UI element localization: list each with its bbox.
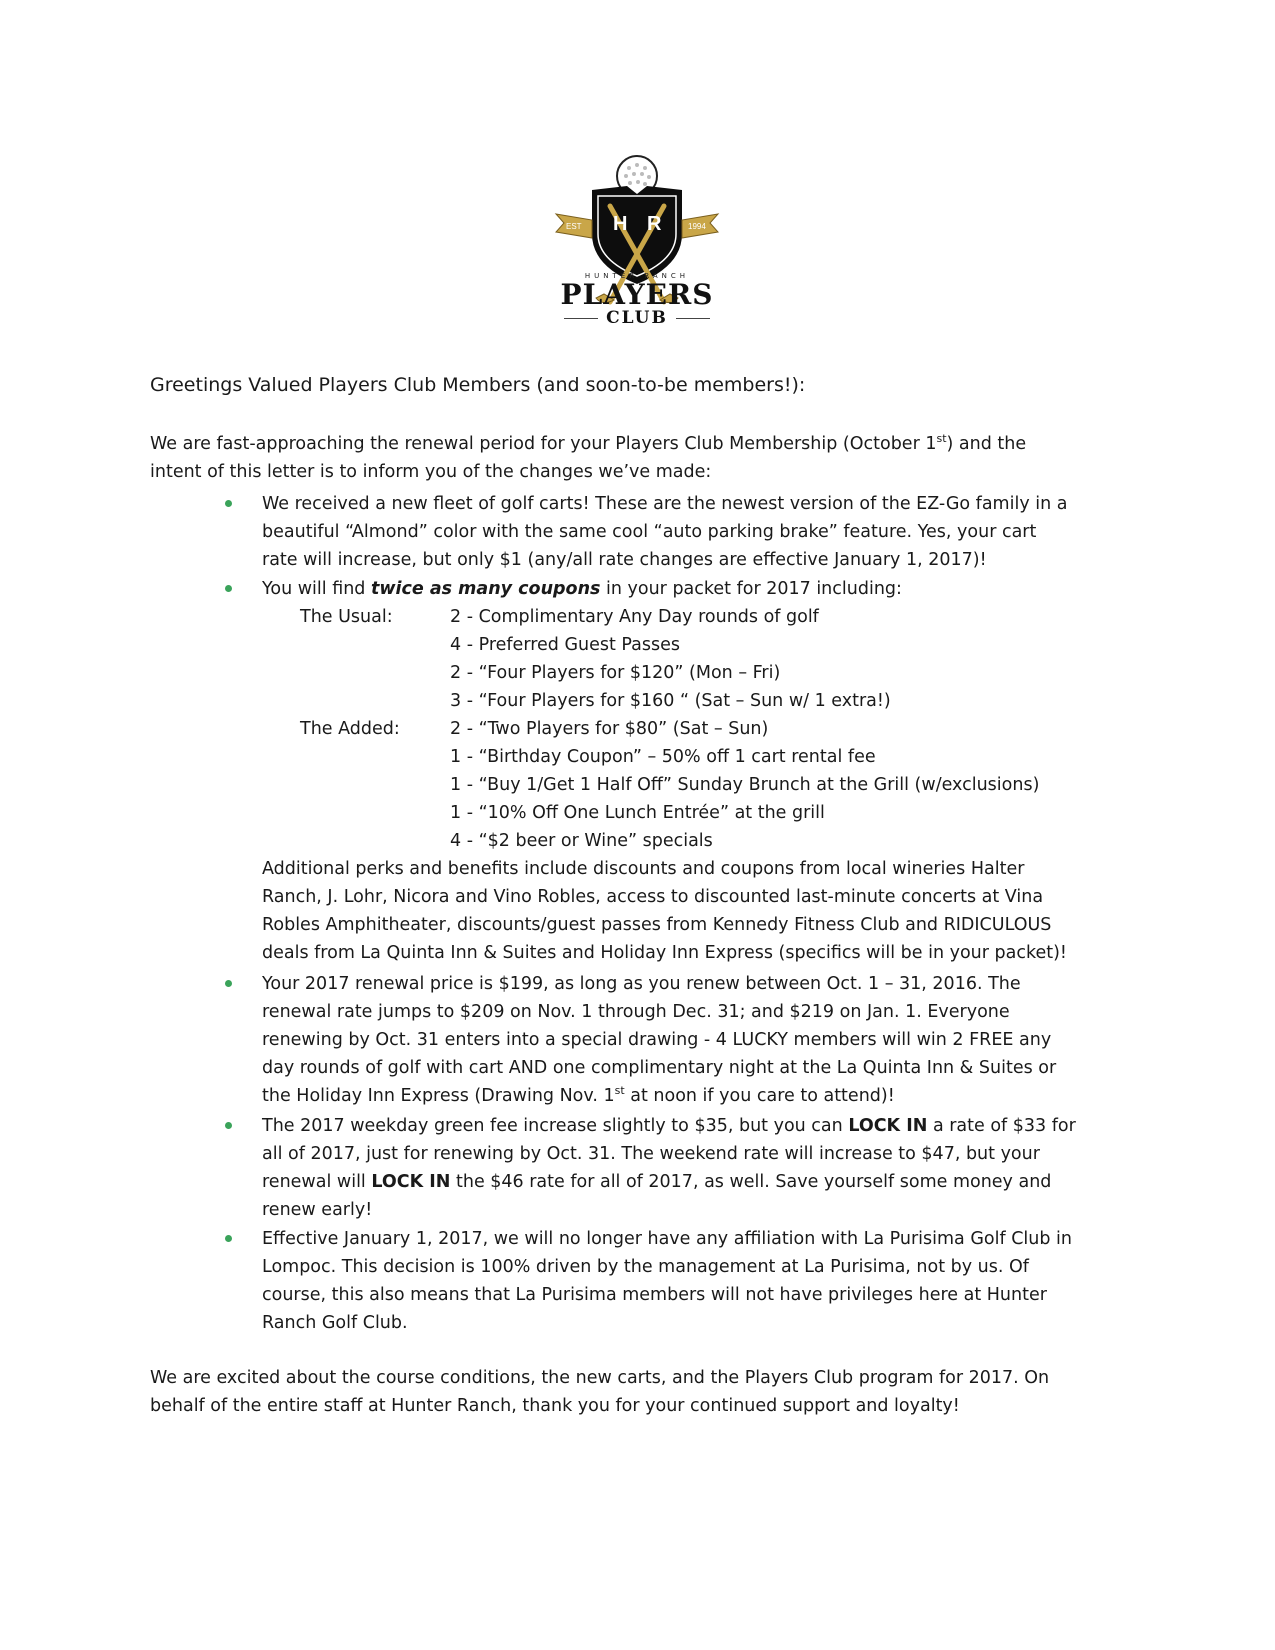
badge-letter-r: R — [647, 213, 662, 235]
coupon-item: 3 - “Four Players for $160 “ (Sat – Sun w/ 1 extra!) — [450, 691, 891, 711]
bullet-new-carts — [262, 490, 1068, 574]
coupon-item: 1 - “Birthday Coupon” – 50% off 1 cart rental fee — [450, 747, 876, 767]
bullet-la-purisima — [262, 1225, 1072, 1337]
bullet-dot-5 — [225, 1235, 232, 1242]
coupon-item: 2 - “Two Players for $80” (Sat – Sun) — [450, 719, 769, 739]
coupon-item: 2 - Complimentary Any Day rounds of golf — [450, 607, 819, 627]
intro-line-1: We are fast-approaching the renewal period for your Players Club Membership (October 1st) and the — [150, 432, 1027, 454]
brand-hunter-ranch: HUNTER RANCH — [584, 272, 690, 280]
coupon-label-usual: The Usual: — [300, 607, 393, 627]
rule-right — [676, 318, 710, 319]
bullet-5-line: course, this also means that La Purisima members will not have privileges here at Hunter — [262, 1285, 1047, 1305]
bullet-3-line: renewal rate jumps to $209 on Nov. 1 through Dec. 31; and $219 on Jan. 1. Everyone — [262, 1002, 1010, 1022]
badge-letter-h: H — [613, 213, 628, 235]
bullet-3-line: the Holiday Inn Express (Drawing Nov. 1st at noon if you care to attend)! — [262, 1084, 895, 1106]
bullet-3-line: day rounds of golf with cart AND one complimentary night at the La Quinta Inn & Suites or — [262, 1058, 1057, 1078]
intro-paragraph — [150, 430, 1026, 486]
greeting: Greetings Valued Players Club Members (and soon-to-be members!): — [150, 374, 806, 396]
closing-paragraph — [150, 1364, 1049, 1420]
bullet-dot-3 — [225, 980, 232, 987]
closing-line: We are excited about the course conditions, the new carts, and the Players Club program for 2017. On — [150, 1368, 1050, 1388]
bullet-5-line: Effective January 1, 2017, we will no longer have any affiliation with La Purisima Golf Club in — [262, 1229, 1072, 1249]
bullet-4-line: The 2017 weekday green fee increase slightly to $35, but you can LOCK IN a rate of $33 for — [262, 1116, 1076, 1136]
rule-left — [564, 318, 598, 319]
brand-club-row — [552, 308, 722, 328]
coupon-item: 2 - “Four Players for $120” (Mon – Fri) — [450, 663, 781, 683]
bullet-1-line: rate will increase, but only $1 (any/all rate changes are effective January 1, 2017)! — [262, 550, 987, 570]
bullet-dot-2 — [225, 585, 232, 592]
perks-line: deals from La Quinta Inn & Suites and Holiday Inn Express (specifics will be in your packet)! — [262, 943, 1067, 963]
coupon-item: 1 - “10% Off One Lunch Entrée” at the grill — [450, 803, 825, 823]
bullet-4-line: all of 2017, just for renewing by Oct. 31. The weekend rate will increase to $47, but your — [262, 1144, 1040, 1164]
perks-paragraph — [262, 855, 1067, 967]
bullet-renewal-price — [262, 970, 1056, 1110]
ribbon-est: EST — [566, 222, 582, 231]
logo-wordmark — [552, 272, 722, 328]
perks-line: Robles Amphitheater, discounts/guest passes from Kennedy Fitness Club and RIDICULOUS — [262, 915, 1052, 935]
bullet-1-line: beautiful “Almond” color with the same cool “auto parking brake” feature. Yes, your cart — [262, 522, 1037, 542]
bullet-5-line: Ranch Golf Club. — [262, 1313, 408, 1333]
intro-line-2: intent of this letter is to inform you of the changes we’ve made: — [150, 462, 712, 482]
closing-line: behalf of the entire staff at Hunter Ranch, thank you for your continued support and loyalty! — [150, 1396, 960, 1416]
bullet-3-line: renewing by Oct. 31 enters into a special drawing - 4 LUCKY members will win 2 FREE any — [262, 1030, 1052, 1050]
perks-line: Ranch, J. Lohr, Nicora and Vino Robles, access to discounted last-minute concerts at Vina — [262, 887, 1044, 907]
coupon-item: 4 - “$2 beer or Wine” specials — [450, 831, 713, 851]
bullet-dot-1 — [225, 500, 232, 507]
brand-club: CLUB — [606, 308, 668, 328]
ribbon-year: 1994 — [688, 222, 706, 231]
bullet-4-line: renew early! — [262, 1200, 373, 1220]
bullet-dot-4 — [225, 1122, 232, 1129]
bullet-3-line: Your 2017 renewal price is $199, as long as you renew between Oct. 1 – 31, 2016. The — [262, 974, 1021, 994]
perks-line: Additional perks and benefits include discounts and coupons from local wineries Halter — [262, 859, 1025, 879]
bullet-1-line: We received a new fleet of golf carts! These are the newest version of the EZ-Go family in a — [262, 494, 1068, 514]
coupon-label-added: The Added: — [300, 719, 400, 739]
bullet-green-fees — [262, 1112, 1076, 1224]
coupon-item: 4 - Preferred Guest Passes — [450, 635, 681, 655]
bullet-5-line: Lompoc. This decision is 100% driven by the management at La Purisima, not by us. Of — [262, 1257, 1029, 1277]
brand-players: PLAYERS — [560, 278, 714, 311]
coupon-item: 1 - “Buy 1/Get 1 Half Off” Sunday Brunch at the Grill (w/exclusions) — [450, 775, 1040, 795]
bullet-coupons-intro: You will find twice as many coupons in your packet for 2017 including: — [262, 579, 902, 599]
bullet-4-line: renewal will LOCK IN the $46 rate for all of 2017, as well. Save yourself some money and — [262, 1172, 1052, 1192]
